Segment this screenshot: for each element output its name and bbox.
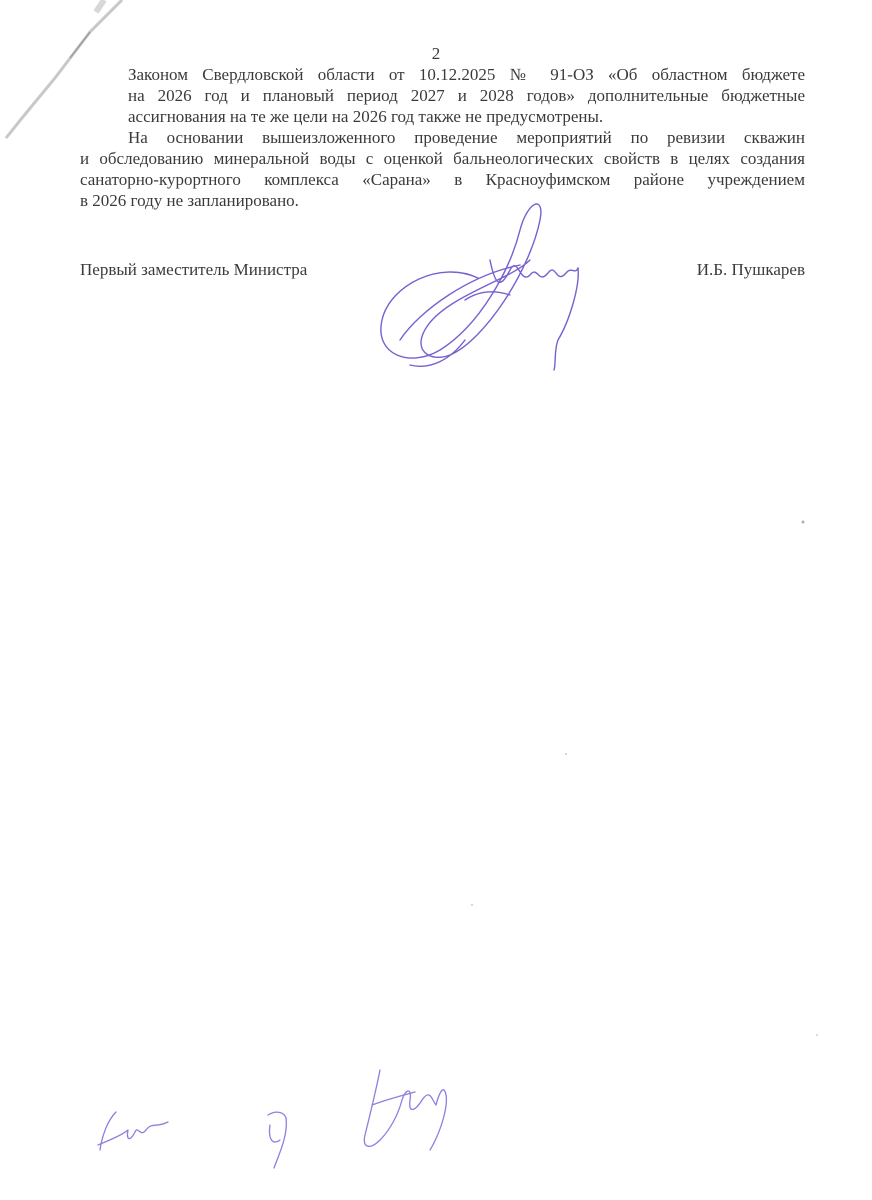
text-line: На основании вышеизложенного проведение мероприятий по ревизии скважин <box>128 128 805 147</box>
text-line: ассигнования на те же цели на 2026 год также не предусмотрены. <box>128 107 604 126</box>
signatory-name: И.Б. Пушкарев <box>696 260 805 279</box>
text-line: в 2026 году не запланировано. <box>80 191 299 210</box>
approval-initials <box>80 1060 480 1180</box>
text-line: и обследованию минеральной воды с оценкой бальнеологических свойств в целях создания <box>80 149 805 168</box>
text-line: Законом Свердловской области от 10.12.2025 № 91-ОЗ «Об областном бюджете <box>128 65 805 84</box>
paragraph-budget-law <box>80 64 805 127</box>
page-number: 2 <box>431 44 441 63</box>
text-line: на 2026 год и плановый период 2027 и 2028 годов» дополнительные бюджетные <box>128 86 805 105</box>
letter-body <box>80 64 805 211</box>
signatory-position: Первый заместитель Министра <box>80 260 308 279</box>
handwritten-signature <box>370 190 600 380</box>
text-line: санаторно-курортного комплекса «Сарана» в Красноуфимском районе учреждением <box>80 170 805 189</box>
